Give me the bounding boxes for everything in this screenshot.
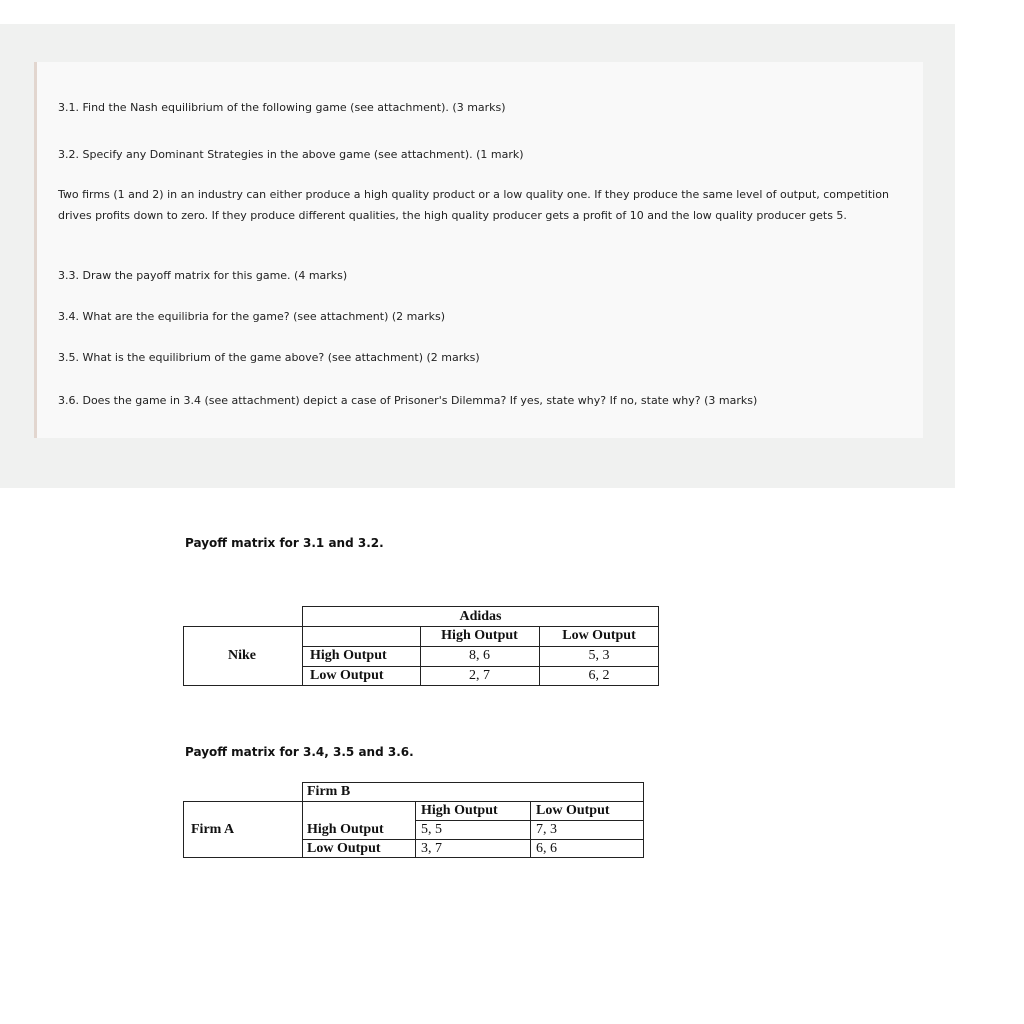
question-3-1: 3.1. Find the Nash equilibrium of the following game (see attachment). (3 marks) (58, 101, 506, 114)
matrix1-row-header-low: Low Output (310, 668, 384, 683)
question-3-5: 3.5. What is the equilibrium of the game above? (see attachment) (2 marks) (58, 351, 480, 364)
matrix2-cell-hh: 5, 5 (421, 822, 442, 837)
question-3-6: 3.6. Does the game in 3.4 (see attachment) depict a case of Prisoner's Dilemma? If yes, state why? If no, state why? (3 marks) (58, 394, 758, 407)
matrix1-cell-hl: 5, 3 (588, 648, 610, 663)
matrix1-col-player: Adidas (459, 609, 502, 624)
matrix1-row-player: Nike (228, 648, 256, 663)
matrix1-cell-ll: 6, 2 (588, 668, 610, 683)
matrix2-row-player: Firm A (191, 822, 235, 837)
matrix1-caption: Payoff matrix for 3.1 and 3.2. (185, 536, 384, 550)
matrix1-row-header-high: High Output (310, 648, 387, 663)
worksheet-paper (34, 62, 923, 438)
matrix2-cell-ll: 6, 6 (536, 841, 557, 856)
matrix1-cell-hh: 8, 6 (469, 648, 490, 663)
scenario-paragraph: Two firms (1 and 2) in an industry can either produce a high quality product or a low quality one. If they produce the same level of output, competition drives profits down to zero. If they produce different qualities, the high quality producer gets a profit of 10 and the low quality producer gets 5. (58, 188, 889, 222)
matrix2-col-player: Firm B (307, 784, 351, 799)
matrix2-row-header-high: High Output (307, 822, 384, 837)
matrix1-col-header-low: Low Output (562, 628, 636, 643)
matrix2-col-header-low: Low Output (536, 803, 610, 818)
matrix1-col-header-high: High Output (441, 628, 518, 643)
question-3-2: 3.2. Specify any Dominant Strategies in the above game (see attachment). (1 mark) (58, 148, 524, 161)
matrix2-cell-lh: 3, 7 (421, 841, 442, 856)
question-3-4: 3.4. What are the equilibria for the game? (see attachment) (2 marks) (58, 310, 446, 323)
matrix2-cell-hl: 7, 3 (536, 822, 557, 837)
matrix2-row-header-low: Low Output (307, 841, 381, 856)
matrix2-caption: Payoff matrix for 3.4, 3.5 and 3.6. (185, 745, 414, 759)
question-3-3: 3.3. Draw the payoff matrix for this game. (4 marks) (58, 269, 348, 282)
matrix2-col-header-high: High Output (421, 803, 498, 818)
matrix1-cell-lh: 2, 7 (469, 668, 490, 683)
